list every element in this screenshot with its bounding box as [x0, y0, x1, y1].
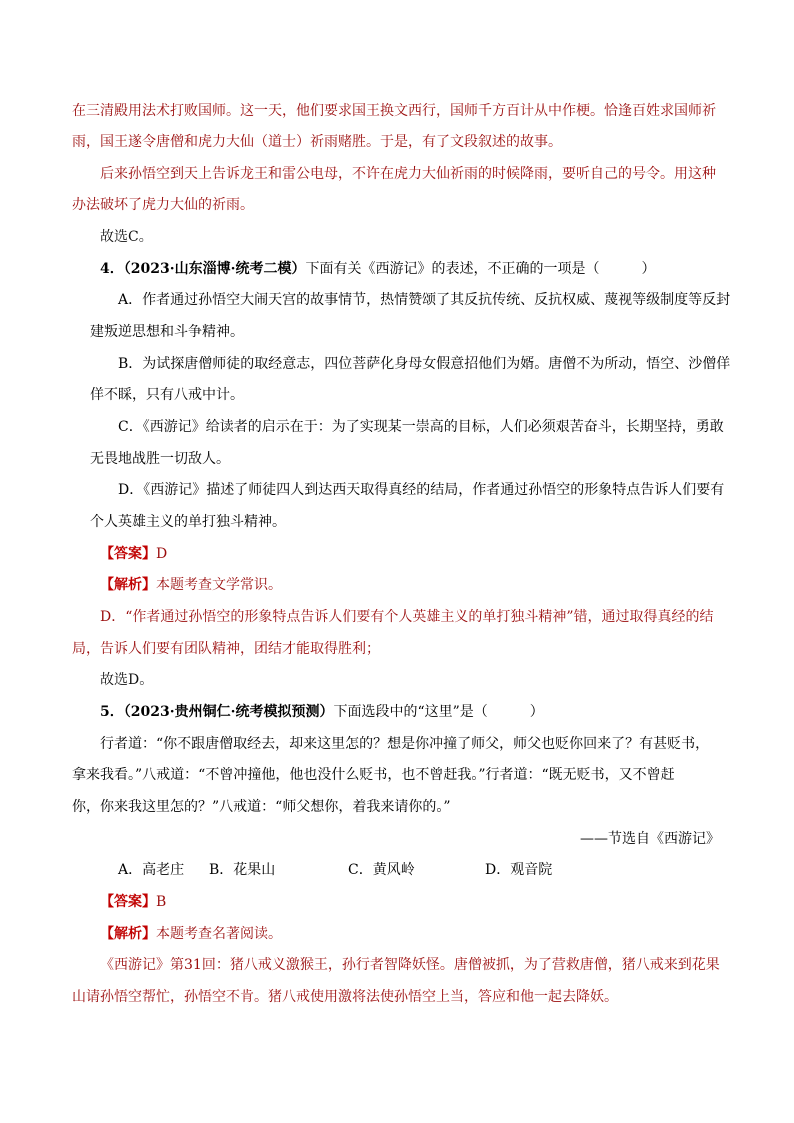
question-text: 下面选段中的“这里”是（ ） [333, 704, 544, 720]
option-b-line: B．为试探唐僧师徒的取经意志，四位菩萨化身母女假意招他们为婿。唐僧不为所动，悟空、沙僧佯 [118, 356, 731, 372]
analysis-text: 本题考查名著阅读。 [156, 926, 282, 942]
analysis-line: 后来孙悟空到天上告诉龙王和雷公电母，不许在虎力大仙祈雨的时候降雨，要听自己的号令。用这种 [100, 166, 716, 182]
option-c: C．黄风岭 [348, 862, 415, 878]
option-a: A．高老庄 [118, 862, 185, 878]
option-c-line: 无畏地战胜一切敌人。 [90, 451, 230, 467]
answer-tag: 【答案】 [100, 894, 156, 910]
option-a-line: A．作者通过孙悟空大闹天宫的故事情节，热情赞颂了其反抗传统、反抗权威、蔑视等级制度等反封 [118, 292, 731, 308]
option-b: B．花果山 [209, 862, 276, 878]
explanation-line: 《西游记》第31回：猪八戒义激猴王，孙行者智降妖怪。唐僧被抓，为了营救唐僧，猪八戒来到花果 [100, 957, 720, 973]
question-number: 4． [100, 261, 124, 277]
explanation-line: D．“作者通过孙悟空的形象特点告诉人们要有个人英雄主义的单打独斗精神”错，通过取得真经的结 [100, 609, 714, 625]
option-d-line: D．《西游记》描述了师徒四人到达西天取得真经的结局，作者通过孙悟空的形象特点告诉人们要有 [118, 482, 725, 498]
analysis-tag: 【解析】 [100, 926, 156, 942]
analysis-text: 本题考查文学常识。 [156, 577, 282, 593]
analysis-line: 雨，国王遂令唐僧和虎力大仙（道士）祈雨赌胜。于是，有了文段叙述的故事。 [72, 134, 562, 150]
question-5-stem [100, 702, 544, 722]
question-text: 下面有关《西游记》的表述，不正确的一项是（ ） [305, 261, 656, 277]
passage-source: ——节选自《西游记》 [580, 831, 720, 847]
question-source: （2023·山东淄博·统考二模） [123, 261, 306, 277]
passage-line: 拿来我看。”八戒道：“不曾冲撞他，他也没什么贬书，也不曾赶我。”行者道：“既无贬书，又不曾赶 [72, 767, 675, 783]
question-4-stem [100, 259, 655, 279]
question-source: （2023·贵州铜仁·统考模拟预测） [123, 704, 334, 720]
explanation-line: 山请孙悟空帮忙，孙悟空不肯。猪八戒使用激将法使孙悟空上当，答应和他一起去降妖。 [72, 989, 618, 1005]
question-number: 5． [100, 704, 124, 720]
option-a-line: 建叛逆思想和斗争精神。 [90, 324, 244, 340]
answer-value: D [156, 546, 168, 562]
answer-line [100, 544, 167, 564]
option-d: D．观音院 [485, 862, 553, 878]
option-d-line: 个人英雄主义的单打独斗精神。 [90, 514, 286, 530]
passage-line: 行者道：“你不跟唐僧取经去，却来这里怎的？想是你冲撞了师父，师父也贬你回来了？有甚贬书， [100, 736, 710, 752]
conclusion-line: 故选C。 [100, 229, 153, 245]
passage-line: 你，你来我这里怎的？”八戒道：“师父想你，着我来请你的。” [72, 799, 451, 815]
option-c-line: C．《西游记》给读者的启示在于：为了实现某一崇高的目标，人们必须艰苦奋斗，长期坚持，勇敢 [118, 419, 724, 435]
explanation-line: 局，告诉人们要有团队精神，团结才能取得胜利； [72, 641, 380, 657]
analysis-line [100, 575, 282, 595]
analysis-line [100, 924, 282, 944]
analysis-line: 办法破坏了虎力大仙的祈雨。 [72, 197, 254, 213]
analysis-tag: 【解析】 [100, 577, 156, 593]
analysis-line: 在三清殿用法术打败国师。这一天，他们要求国王换文西行，国师千方百计从中作梗。恰逢百姓求国师祈 [72, 103, 716, 119]
answer-line [100, 892, 166, 912]
answer-value: B [156, 894, 167, 910]
conclusion-line: 故选D。 [100, 672, 154, 688]
option-b-line: 佯不睬，只有八戒中计。 [90, 387, 244, 403]
answer-tag: 【答案】 [100, 546, 156, 562]
